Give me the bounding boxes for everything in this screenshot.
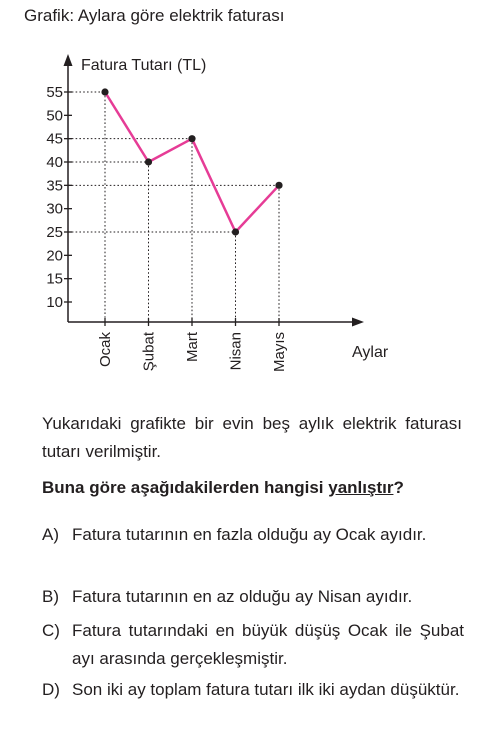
y-tick-label: 10 xyxy=(46,294,63,311)
x-tick-label: Ocak xyxy=(97,332,114,368)
y-tick-label: 20 xyxy=(46,247,63,265)
x-tick-label: Mayıs xyxy=(271,332,288,373)
x-tick-label: Mart xyxy=(184,332,201,362)
data-point xyxy=(188,135,195,142)
option-d[interactable] xyxy=(42,676,464,704)
option-a[interactable] xyxy=(42,521,464,549)
y-axis-arrow xyxy=(64,54,73,66)
option-c[interactable] xyxy=(42,617,464,673)
x-axis-label: Aylar xyxy=(352,344,389,361)
question-stem: Yukarıdaki grafikte bir evin beş aylık elektrik faturası tutarı verilmiştir. xyxy=(42,414,462,461)
option-letter: B) xyxy=(42,587,59,606)
option-text: Son iki ay toplam fatura tutarı ilk iki aydan düşüktür. xyxy=(72,680,460,699)
y-axis-label: Fatura Tutarı (TL) xyxy=(81,57,207,74)
guide-lines xyxy=(68,92,279,322)
y-tick-label: 45 xyxy=(46,130,63,148)
y-tick-label: 35 xyxy=(46,177,63,195)
y-tick-label: 40 xyxy=(46,154,63,171)
y-tick-label: 30 xyxy=(46,200,63,218)
option-letter: C) xyxy=(42,621,60,640)
x-ticks xyxy=(97,318,288,372)
chart-title: Grafik: Aylara göre elektrik faturası xyxy=(24,6,285,25)
data-point xyxy=(232,228,239,235)
option-text: Fatura tutarındaki en büyük düşüş Ocak ile Şubat ayı arasında gerçekleşmiştir. xyxy=(72,621,464,668)
y-tick-label: 25 xyxy=(46,224,63,241)
y-tick-label: 15 xyxy=(46,270,63,288)
prompt-emphasis: yanlıştır xyxy=(328,478,394,497)
option-letter: D) xyxy=(42,680,60,699)
x-axis-arrow xyxy=(352,318,364,327)
data-point xyxy=(275,182,282,189)
y-tick-label: 50 xyxy=(46,107,63,125)
data-point xyxy=(145,158,152,165)
x-tick-label: Şubat xyxy=(140,332,158,372)
y-tick-label: 55 xyxy=(46,84,63,101)
data-point xyxy=(101,88,108,95)
option-text: Fatura tutarının en az olduğu ay Nisan ayıdır. xyxy=(72,587,413,606)
x-tick-label: Nisan xyxy=(227,332,245,371)
option-text: Fatura tutarının en fazla olduğu ay Ocak ayıdır. xyxy=(72,525,427,544)
option-b[interactable] xyxy=(42,583,464,611)
prompt-prefix: Buna göre aşağıdakilerden hangisi xyxy=(42,478,329,497)
prompt-suffix: ? xyxy=(393,478,404,497)
question-prompt xyxy=(42,474,462,502)
option-letter: A) xyxy=(42,525,59,544)
chart-axes xyxy=(64,54,365,327)
